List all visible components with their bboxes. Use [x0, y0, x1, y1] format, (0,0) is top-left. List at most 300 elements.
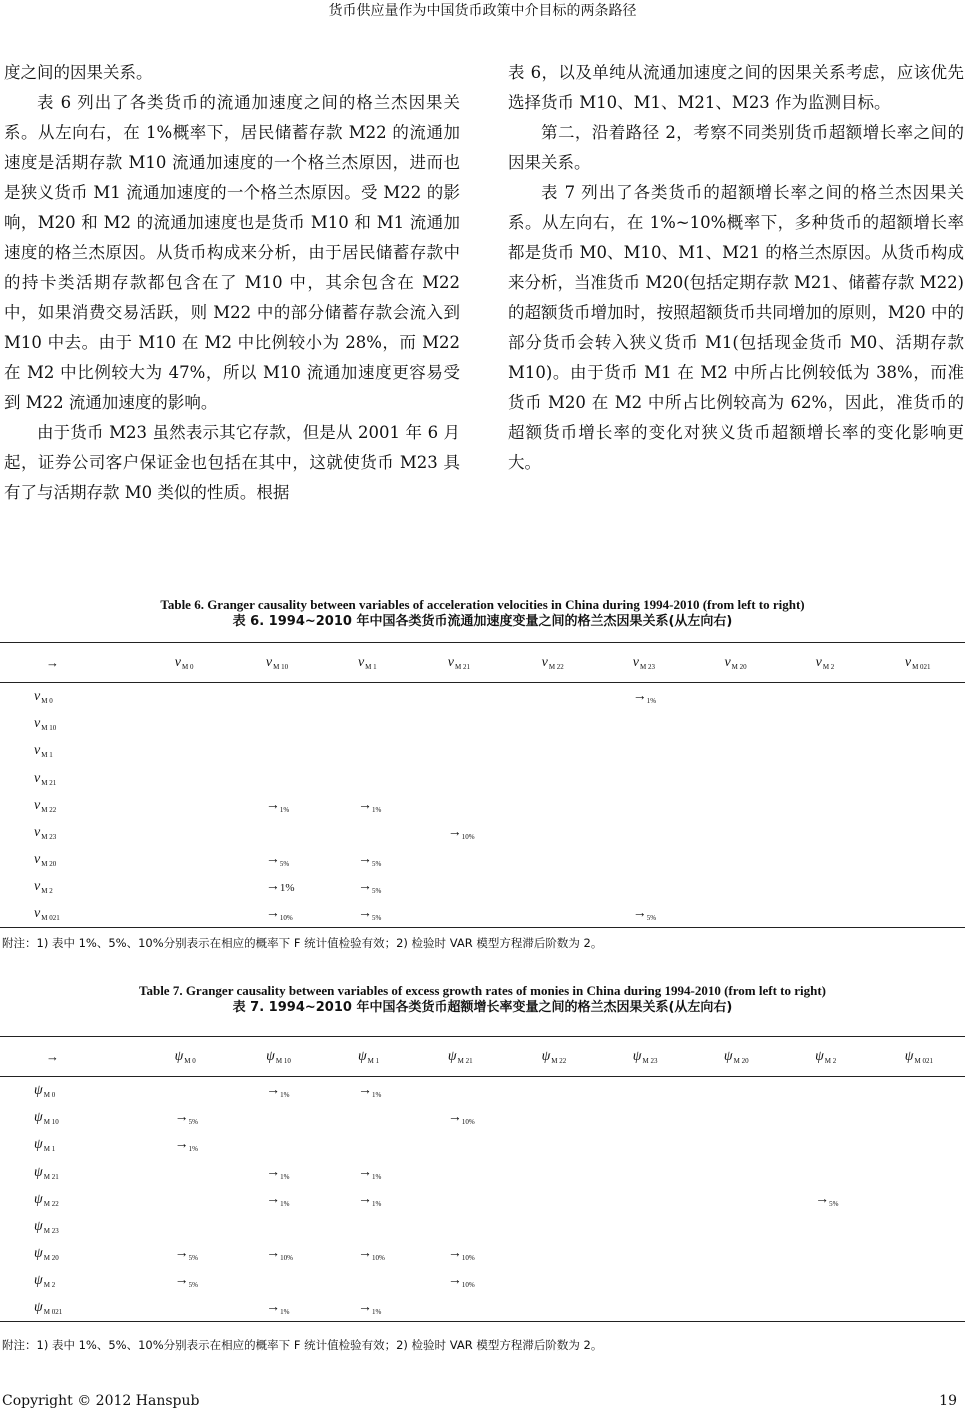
table-cell [266, 818, 358, 845]
table-cell [266, 1240, 358, 1267]
causality-arrow: → [266, 1083, 281, 1099]
variable-symbol: ψ [632, 1049, 642, 1064]
variable-subscript [41, 724, 56, 732]
variable-symbol: ψ [723, 1049, 733, 1064]
table-cell [905, 1267, 965, 1294]
table-cell [358, 764, 448, 791]
table-cell [542, 1131, 633, 1158]
causality-arrow: → [815, 1191, 830, 1207]
subscript-number: 22 [51, 1199, 59, 1208]
variable-symbol: ψ [34, 1137, 43, 1153]
variable-subscript [41, 779, 56, 787]
table-cell [175, 1077, 267, 1104]
subscript-prefix: M [43, 1091, 50, 1100]
table-cell [175, 1158, 267, 1185]
row-label [0, 873, 175, 900]
table-row [0, 1294, 965, 1321]
table-cell [815, 1077, 905, 1104]
causality-arrow: → [357, 1083, 372, 1099]
table-cell [448, 818, 542, 845]
table-header-row [0, 1037, 965, 1077]
causality-arrow: → [357, 906, 372, 922]
subscript-prefix: M [43, 1308, 50, 1317]
subscript-prefix: M [41, 860, 48, 869]
subscript-prefix: M [43, 1281, 50, 1290]
table-row [0, 1158, 965, 1185]
table-cell [175, 900, 266, 927]
subscript-number: 20 [49, 860, 57, 869]
table-cell [905, 683, 965, 710]
table-cell [905, 1131, 965, 1158]
table-cell [633, 1240, 724, 1267]
table-cell [905, 1212, 965, 1239]
significance-level: 1% [371, 805, 382, 814]
variable-subscript [184, 1057, 195, 1065]
causality-arrow: → [357, 852, 372, 868]
row-label [0, 1104, 175, 1131]
causality-arrow: → [357, 1246, 372, 1262]
table-cell [542, 900, 633, 927]
table-cell [905, 764, 965, 791]
subscript-number: 10 [281, 663, 289, 671]
table-cell [815, 1158, 905, 1185]
row-label [0, 1077, 175, 1104]
row-label [0, 683, 175, 710]
significance-level: 1% [279, 882, 295, 895]
row-label [0, 1212, 175, 1239]
table-row [0, 1240, 965, 1267]
table-header-row [0, 643, 965, 683]
variable-subscript [823, 663, 834, 671]
table-cell [633, 900, 725, 927]
significance-level: 10% [461, 1281, 475, 1290]
table-cell [724, 1077, 815, 1104]
table-row [0, 900, 965, 927]
table-cell [266, 737, 358, 764]
table-corner-arrow: → [0, 643, 175, 683]
subscript-number: 22 [556, 663, 564, 671]
variable-symbol: ψ [34, 1300, 43, 1316]
variable-symbol: ψ [815, 1049, 824, 1064]
variable-subscript [41, 806, 56, 814]
column-header [358, 1037, 448, 1077]
variable-symbol: ψ [34, 1246, 43, 1262]
table7-caption-zh: 表 7. 1994~2010 年中国各类货币超额增长率变量之间的格兰杰因果关系(从左向右) [232, 1000, 733, 1015]
variable-symbol: ψ [34, 1219, 43, 1235]
table-cell [448, 1212, 542, 1239]
significance-level: 10% [461, 1118, 475, 1127]
table-cell [266, 710, 358, 737]
table-cell [724, 846, 815, 873]
variable-subscript [273, 663, 288, 671]
significance-level: 5% [829, 1199, 839, 1208]
causality-arrow: → [447, 1110, 462, 1126]
table-cell [542, 846, 633, 873]
table-cell [815, 1240, 905, 1267]
subscript-number: 2 [832, 1057, 837, 1065]
table-cell [175, 710, 266, 737]
right-column [508, 58, 964, 478]
table-cell [175, 1267, 267, 1294]
table-cell [448, 1131, 542, 1158]
table-cell [816, 900, 905, 927]
subscript-number: 10 [51, 1118, 59, 1127]
subscript-prefix: M [43, 1227, 50, 1236]
table-cell [815, 1267, 905, 1294]
table-cell [266, 1077, 358, 1104]
column-header [905, 643, 965, 683]
table-cell [905, 791, 965, 818]
subscript-prefix: M [41, 697, 48, 706]
variable-symbol: ν [904, 655, 912, 670]
variable-subscript [458, 1057, 473, 1065]
table-cell [633, 818, 725, 845]
subscript-number: 20 [741, 1057, 749, 1065]
variable-subscript [41, 860, 56, 868]
table-cell [175, 1185, 267, 1212]
table-cell [358, 791, 448, 818]
table-cell [724, 791, 815, 818]
variable-subscript [549, 663, 564, 671]
causality-arrow: → [266, 1246, 281, 1262]
subscript-prefix: M [455, 663, 462, 671]
table-cell [542, 1240, 633, 1267]
causality-arrow: → [174, 1246, 189, 1262]
variable-symbol: ν [724, 655, 731, 670]
table-cell [905, 1077, 965, 1104]
causality-arrow: → [357, 797, 372, 813]
column-header [448, 643, 542, 683]
subscript-prefix: M [275, 1057, 283, 1065]
significance-level: 5% [371, 914, 382, 923]
column-header [542, 1037, 633, 1077]
variable-symbol: ν [541, 655, 548, 670]
table-cell [724, 683, 815, 710]
subscript-number: 021 [51, 1308, 63, 1317]
subscript-prefix: M [43, 1172, 50, 1181]
column-header [905, 1037, 965, 1077]
causality-arrow: → [265, 879, 280, 895]
subscript-prefix: M [43, 1118, 50, 1127]
variable-symbol: ψ [447, 1049, 457, 1064]
subscript-prefix: M [43, 1145, 50, 1154]
table-cell [448, 1267, 542, 1294]
significance-level: 1% [646, 697, 657, 706]
variable-subscript [276, 1057, 291, 1065]
causality-arrow: → [632, 689, 647, 705]
table-row [0, 710, 965, 737]
causality-arrow: → [447, 825, 462, 841]
variable-symbol: ψ [266, 1049, 275, 1064]
variable-symbol: ψ [34, 1164, 43, 1180]
paragraph: 表 6 列出了各类货币的流通加速度之间的格兰杰因果关系。从左向右，在 1%概率下，居民储蓄存款 M22 的流通加速度是活期存款 M10 流通加速度的一个格兰杰原因，进而也是狭义货币 M1 流通加速度的一个格兰杰原因。受 M22 的影响，M20 和 M2 的流通加速度也是货币 M10 和 M1 流通加速度的格兰杰原因。从货币构成来分析，由于居民储蓄存款中的持卡类活期存款都包含在了 M10 中，其余包含在 M22 中，如果消费交易活跃，则 M22 中的部分储蓄存款会流入到 M10 中去。由于 M10 在 M2 中比例较小为 28%，而 M22 在 M2 中比例较大为 47%，所以 M10 流通加速度更容易受到 M22 流通加速度的影响。 [4, 93, 460, 412]
table-cell [358, 873, 448, 900]
table-cell [633, 1294, 724, 1321]
variable-symbol: ν [34, 906, 41, 922]
variable-symbol: ψ [34, 1273, 43, 1289]
table-cell [724, 818, 815, 845]
causality-arrow: → [357, 1164, 372, 1180]
table-cell [724, 1240, 815, 1267]
subscript-number: 1 [373, 663, 377, 671]
table-cell [815, 1131, 905, 1158]
variable-symbol: ν [34, 689, 41, 705]
column-header [815, 1037, 905, 1077]
row-label [0, 846, 175, 873]
column-header [175, 1037, 267, 1077]
variable-symbol: ν [34, 825, 41, 841]
table-cell [448, 900, 542, 927]
table-cell [816, 737, 905, 764]
significance-level: 10% [461, 833, 475, 842]
table-cell [542, 1158, 633, 1185]
left-column [4, 58, 460, 508]
subscript-number: 23 [647, 663, 655, 671]
table-cell [542, 791, 633, 818]
table-cell [175, 1104, 267, 1131]
table-cell [266, 683, 358, 710]
table-cell [542, 818, 633, 845]
subscript-number: 0 [189, 663, 194, 671]
subscript-prefix: M [273, 663, 280, 671]
subscript-number: 021 [49, 914, 60, 923]
table-cell [816, 791, 905, 818]
variable-subscript [912, 663, 930, 671]
table-cell [633, 1131, 724, 1158]
variable-subscript [368, 1057, 379, 1065]
table-cell [448, 873, 542, 900]
subscript-number: 20 [51, 1254, 59, 1263]
table-cell [724, 1131, 815, 1158]
variable-symbol: ψ [904, 1049, 914, 1064]
table-cell [542, 1267, 633, 1294]
row-label [0, 764, 175, 791]
table-cell [542, 1185, 633, 1212]
variable-symbol: ν [447, 655, 454, 670]
subscript-number: 0 [192, 1057, 196, 1065]
subscript-prefix: M [551, 1057, 558, 1065]
variable-symbol: ν [174, 655, 181, 670]
row-label [0, 818, 175, 845]
subscript-number: 2 [49, 887, 53, 896]
table7-caption-en: Table 7. Granger causality between variables of excess growth rates of monies in China during 1994-2010 (from left to right) [138, 983, 827, 998]
table-cell [175, 1240, 267, 1267]
table-cell [175, 1294, 267, 1321]
subscript-number: 2 [830, 663, 835, 671]
table-row [0, 818, 965, 845]
table-cell [358, 1104, 448, 1131]
causality-arrow: → [265, 852, 280, 868]
causality-arrow: → [632, 906, 647, 922]
table-cell [175, 873, 266, 900]
column-header [266, 643, 358, 683]
column-header [816, 643, 905, 683]
subscript-number: 20 [739, 663, 747, 671]
column-header [358, 643, 448, 683]
running-header: 货币供应量作为中国货币政策中介目标的两条路径 [328, 3, 637, 19]
subscript-prefix: M [367, 1057, 374, 1065]
variable-subscript [41, 914, 59, 922]
subscript-prefix: M [41, 805, 48, 814]
causality-arrow: → [174, 1137, 189, 1153]
table-cell [266, 900, 358, 927]
subscript-number: 22 [559, 1057, 567, 1065]
causality-arrow: → [174, 1110, 189, 1126]
subscript-number: 021 [922, 1057, 933, 1065]
table-cell [633, 873, 725, 900]
column-header [266, 1037, 358, 1077]
table-cell [815, 1104, 905, 1131]
subscript-number: 10 [49, 724, 57, 733]
variable-symbol: ν [34, 743, 41, 759]
table-cell [266, 1185, 358, 1212]
table-cell [815, 1212, 905, 1239]
variable-symbol: ν [34, 852, 41, 868]
table-cell [358, 710, 448, 737]
table-cell [905, 737, 965, 764]
significance-level: 1% [371, 1308, 382, 1317]
causality-arrow: → [357, 879, 372, 895]
paragraph: 第二，沿着路径 2，考察不同类别货币超额增长率之间的因果关系。 [508, 123, 964, 172]
causality-arrow: → [447, 1246, 462, 1262]
table7 [0, 1036, 965, 1322]
significance-level: 1% [280, 1091, 290, 1100]
subscript-prefix: M [548, 663, 556, 671]
table-cell [358, 1240, 448, 1267]
causality-arrow: → [266, 1300, 281, 1316]
table-cell [448, 1077, 542, 1104]
table-cell [266, 1158, 358, 1185]
table-cell [724, 873, 815, 900]
table-cell [448, 764, 542, 791]
table-cell [358, 1212, 448, 1239]
table-cell [633, 710, 725, 737]
table-cell [448, 737, 542, 764]
table-cell [358, 1185, 448, 1212]
causality-arrow: → [174, 1273, 189, 1289]
table-cell [358, 900, 448, 927]
table-cell [542, 683, 633, 710]
variable-symbol: ν [34, 797, 41, 813]
variable-subscript [642, 1057, 657, 1065]
variable-symbol: ψ [174, 1049, 184, 1064]
significance-level: 10% [371, 1254, 385, 1263]
table-cell [266, 1131, 358, 1158]
subscript-number: 0 [49, 697, 53, 706]
row-label [0, 710, 175, 737]
table-cell [815, 1294, 905, 1321]
table-cell [266, 846, 358, 873]
significance-level: 1% [280, 1199, 290, 1208]
table-cell [724, 1294, 815, 1321]
table-cell [266, 791, 358, 818]
table-row [0, 873, 965, 900]
subscript-number: 23 [49, 833, 57, 842]
table-cell [358, 818, 448, 845]
variable-subscript [914, 1057, 932, 1065]
table-row [0, 1131, 965, 1158]
table-cell [633, 1104, 724, 1131]
table-cell [358, 683, 448, 710]
table6-caption-en: Table 6. Granger causality between variables of acceleration velocities in China during 1994-2010 (from left to right) [160, 597, 805, 612]
variable-subscript [732, 663, 747, 671]
subscript-prefix: M [914, 1057, 921, 1065]
subscript-prefix: M [41, 751, 48, 760]
variable-symbol: ν [815, 655, 822, 670]
table-row [0, 683, 965, 710]
column-header [448, 1037, 542, 1077]
variable-subscript [551, 1057, 566, 1065]
paragraph: 度之间的因果关系。 [4, 63, 153, 82]
variable-subscript [182, 663, 193, 671]
variable-subscript [734, 1057, 749, 1065]
variable-symbol: ψ [357, 1049, 367, 1064]
row-label [0, 1131, 175, 1158]
table-cell [542, 764, 633, 791]
table-corner-arrow: → [0, 1037, 175, 1077]
table-cell [175, 791, 266, 818]
column-header [542, 643, 633, 683]
variable-subscript [44, 1308, 62, 1316]
variable-subscript [44, 1118, 59, 1126]
causality-arrow: → [357, 1191, 372, 1207]
causality-arrow: → [265, 797, 280, 813]
row-label [0, 1240, 175, 1267]
subscript-number: 23 [51, 1227, 59, 1236]
table-cell [816, 818, 905, 845]
table-cell [542, 1212, 633, 1239]
table-cell [905, 818, 965, 845]
table-cell [266, 764, 358, 791]
subscript-number: 21 [465, 1057, 473, 1065]
table-row [0, 846, 965, 873]
variable-subscript [825, 1057, 836, 1065]
subscript-number: 1 [375, 1057, 380, 1065]
row-label [0, 1267, 175, 1294]
significance-level: 5% [646, 914, 657, 923]
table-cell [633, 1077, 724, 1104]
table-cell [816, 683, 905, 710]
table-cell [816, 710, 905, 737]
table-cell [633, 846, 725, 873]
table-cell [905, 846, 965, 873]
table-cell [358, 1077, 448, 1104]
subscript-prefix: M [824, 1057, 831, 1065]
significance-level: 1% [280, 1172, 290, 1181]
table7-caption [0, 982, 965, 1016]
variable-symbol: ψ [34, 1110, 43, 1126]
variable-subscript [365, 663, 376, 671]
table-cell [448, 710, 542, 737]
subscript-prefix: M [184, 1057, 191, 1065]
table-cell [815, 1185, 905, 1212]
table-cell [633, 1185, 724, 1212]
table-cell [358, 1131, 448, 1158]
table-cell [175, 818, 266, 845]
table6 [0, 642, 965, 928]
variable-subscript [44, 1200, 59, 1208]
variable-symbol: ψ [34, 1083, 43, 1099]
row-label [0, 737, 175, 764]
table-cell [542, 1077, 633, 1104]
column-header [633, 643, 725, 683]
significance-level: 1% [371, 1199, 382, 1208]
subscript-number: 1 [51, 1145, 56, 1154]
page-number: 19 [939, 1393, 957, 1409]
table6-caption [0, 596, 965, 630]
table-cell [905, 710, 965, 737]
variable-subscript [44, 1227, 59, 1235]
